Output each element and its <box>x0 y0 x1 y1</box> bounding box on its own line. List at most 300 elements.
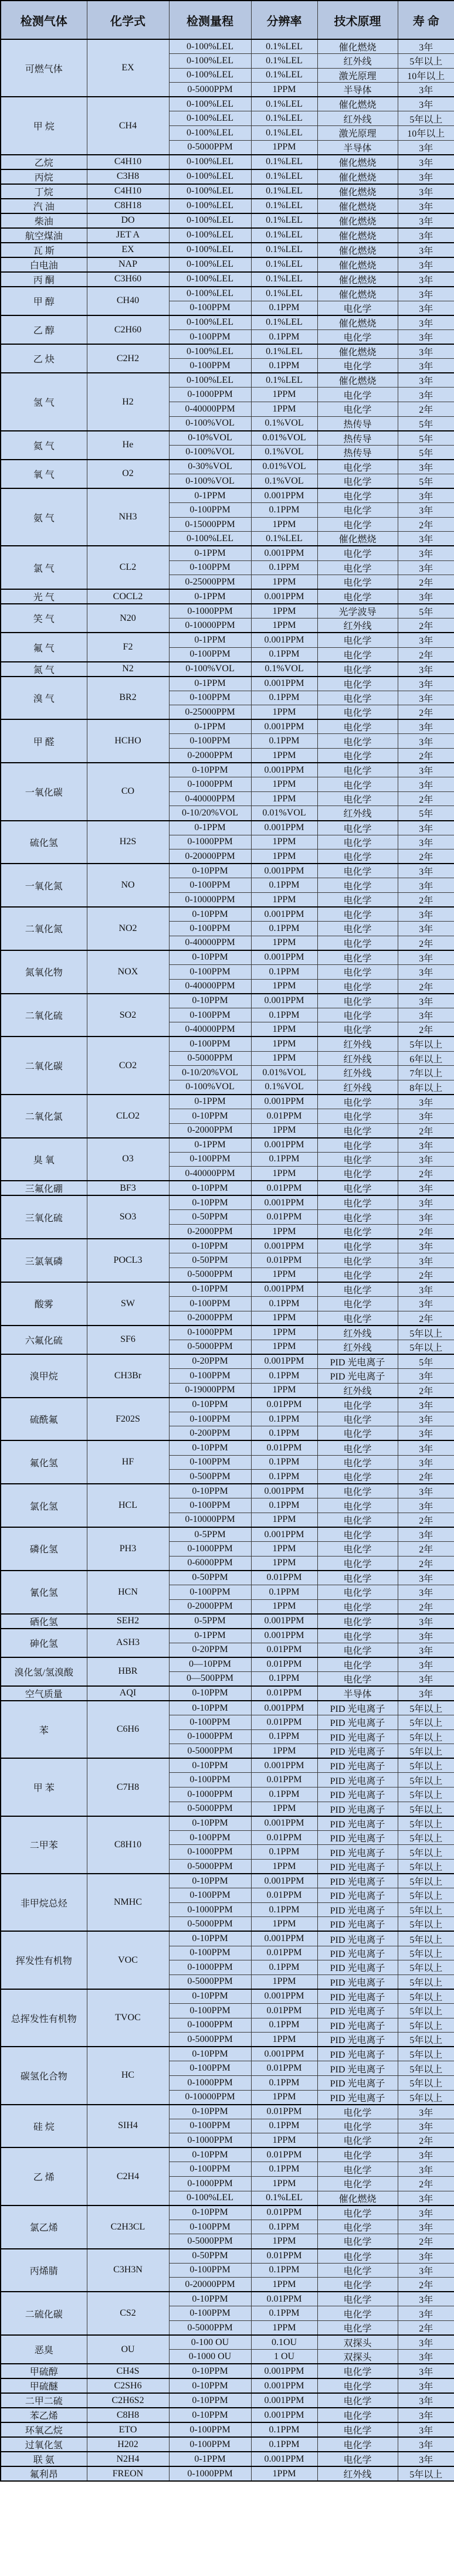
principle-cell: 半导体 <box>317 83 398 97</box>
life-cell: 3年 <box>398 287 454 301</box>
formula-cell: DO <box>87 213 169 228</box>
resolution-cell: 1PPM <box>251 2177 317 2191</box>
range-cell: 0-25000PPM <box>169 705 251 720</box>
table-row <box>1 604 454 618</box>
range-cell: 0-40000PPM <box>169 402 251 417</box>
gas-name-cell: 光 气 <box>1 589 87 604</box>
life-cell: 3年 <box>398 1282 454 1297</box>
principle-cell: PID 光电离子 <box>317 1802 398 1816</box>
resolution-cell: 1PPM <box>251 1267 317 1282</box>
table-header-row <box>1 1 454 39</box>
principle-cell: 红外线 <box>317 1326 398 1340</box>
range-cell: 0-1PPM <box>169 1138 251 1153</box>
life-cell: 3年 <box>398 1412 454 1426</box>
life-cell: 2年 <box>398 936 454 950</box>
life-cell: 3年 <box>398 2249 454 2264</box>
resolution-cell: 1PPM <box>251 1340 317 1354</box>
range-cell: 0-40000PPM <box>169 979 251 994</box>
principle-cell: PID 光电离子 <box>317 1354 398 1369</box>
gas-name-cell: 一氧化碳 <box>1 763 87 820</box>
range-cell: 0-100%LEL <box>169 126 251 141</box>
life-cell: 3年 <box>398 1527 454 1542</box>
range-cell: 0-100PPM <box>169 301 251 315</box>
header-col-formula: 化学式 <box>87 1 169 39</box>
resolution-cell: 0.1%LEL <box>251 68 317 83</box>
gas-name-cell: 环氧乙烷 <box>1 2422 87 2437</box>
table-row <box>1 763 454 777</box>
resolution-cell: 0.01PPM <box>251 1398 317 1412</box>
header-col-resolution: 分辨率 <box>251 1 317 39</box>
formula-cell: FREON <box>87 2466 169 2481</box>
range-cell: 0-19000PPM <box>169 1383 251 1398</box>
resolution-cell: 0.1PPM <box>251 964 317 979</box>
range-cell: 0-1PPM <box>169 677 251 691</box>
range-cell: 0-100PPM <box>169 734 251 749</box>
formula-cell: COCL2 <box>87 589 169 604</box>
resolution-cell: 0.01%VOL <box>251 431 317 446</box>
life-cell: 3年 <box>398 257 454 272</box>
formula-cell: C2H60 <box>87 315 169 344</box>
gas-name-cell: 联 氨 <box>1 2452 87 2466</box>
life-cell: 3年 <box>398 1614 454 1629</box>
gas-name-cell: 二甲苯 <box>1 1816 87 1874</box>
table-row <box>1 1282 454 1297</box>
life-cell: 3年 <box>398 560 454 575</box>
range-cell: 0-40000PPM <box>169 1022 251 1037</box>
principle-cell: PID 光电离子 <box>317 1931 398 1946</box>
principle-cell: 电化学 <box>317 1095 398 1109</box>
table-row <box>1 2466 454 2481</box>
principle-cell: 电化学 <box>317 936 398 950</box>
range-cell: 0-100PPM <box>169 1008 251 1022</box>
resolution-cell: 1PPM <box>251 1513 317 1527</box>
principle-cell: 电化学 <box>317 2162 398 2177</box>
range-cell: 0-10PPM <box>169 763 251 777</box>
range-cell: 0—500PPM <box>169 1671 251 1686</box>
life-cell: 2年 <box>398 1022 454 1037</box>
resolution-cell: 0.001PPM <box>251 763 317 777</box>
resolution-cell: 0.1PPM <box>251 647 317 662</box>
principle-cell: 电化学 <box>317 503 398 518</box>
range-cell: 0-50PPM <box>169 1210 251 1225</box>
range-cell: 0-5000PPM <box>169 1744 251 1759</box>
life-cell: 3年 <box>398 1571 454 1585</box>
principle-cell: 电化学 <box>317 705 398 720</box>
principle-cell: 电化学 <box>317 1008 398 1022</box>
table-row <box>1 1527 454 1542</box>
life-cell: 3年 <box>398 1585 454 1599</box>
principle-cell: 电化学 <box>317 979 398 994</box>
principle-cell: 红外线 <box>317 111 398 126</box>
life-cell: 2年 <box>398 2177 454 2191</box>
life-cell: 3年 <box>398 2292 454 2306</box>
principle-cell: PID 光电离子 <box>317 1787 398 1802</box>
gas-name-cell: 可燃气体 <box>1 39 87 97</box>
resolution-cell: 0.1PPM <box>251 878 317 893</box>
life-cell: 3年 <box>398 243 454 257</box>
resolution-cell: 1PPM <box>251 1542 317 1557</box>
principle-cell: 电化学 <box>317 301 398 315</box>
formula-cell: C8H10 <box>87 1816 169 1874</box>
life-cell: 5年以上 <box>398 2466 454 2481</box>
principle-cell: 电化学 <box>317 1181 398 1195</box>
formula-cell: C2H2 <box>87 344 169 373</box>
table-row <box>1 546 454 560</box>
life-cell: 5年以上 <box>398 1715 454 1730</box>
formula-cell: AQI <box>87 1686 169 1701</box>
formula-cell: SO3 <box>87 1195 169 1239</box>
life-cell: 2年 <box>398 1123 454 1138</box>
life-cell: 2年 <box>398 849 454 864</box>
gas-name-cell: 甲 苯 <box>1 1758 87 1816</box>
principle-cell: 电化学 <box>317 647 398 662</box>
resolution-cell: 1PPM <box>251 1036 317 1051</box>
life-cell: 5年以上 <box>398 2090 454 2105</box>
range-cell: 0-10PPM <box>169 1701 251 1715</box>
life-cell: 5年以上 <box>398 2061 454 2076</box>
resolution-cell: 0.001PPM <box>251 1989 317 2004</box>
life-cell: 2年 <box>398 1542 454 1557</box>
life-cell: 3年 <box>398 272 454 287</box>
life-cell: 3年 <box>398 734 454 749</box>
life-cell: 5年 <box>398 416 454 431</box>
life-cell: 2年 <box>398 1383 454 1398</box>
resolution-cell: 0.001PPM <box>251 994 317 1008</box>
range-cell: 0-20000PPM <box>169 2278 251 2292</box>
life-cell: 3年 <box>398 719 454 734</box>
life-cell: 3年 <box>398 763 454 777</box>
range-cell: 0-30%VOL <box>169 460 251 474</box>
table-row <box>1 184 454 199</box>
life-cell: 3年 <box>398 228 454 243</box>
principle-cell: PID 光电离子 <box>317 2090 398 2105</box>
resolution-cell: 0.1PPM <box>251 1152 317 1167</box>
table-row <box>1 864 454 878</box>
range-cell: 0-10PPM <box>169 1686 251 1701</box>
resolution-cell: 1PPM <box>251 604 317 618</box>
life-cell: 3年 <box>398 633 454 647</box>
life-cell: 3年 <box>398 169 454 184</box>
table-row <box>1 257 454 272</box>
principle-cell: 电化学 <box>317 1239 398 1253</box>
life-cell: 3年 <box>398 2437 454 2452</box>
range-cell: 0-25000PPM <box>169 575 251 590</box>
gas-name-cell: 笑 气 <box>1 604 87 633</box>
range-cell: 0-1PPM <box>169 546 251 560</box>
range-cell: 0-2000PPM <box>169 1311 251 1326</box>
resolution-cell: 0.1%LEL <box>251 2191 317 2205</box>
principle-cell: 电化学 <box>317 2452 398 2466</box>
principle-cell: 催化燃烧 <box>317 169 398 184</box>
table-row <box>1 431 454 446</box>
principle-cell: 电化学 <box>317 1297 398 1311</box>
range-cell: 0-5000PPM <box>169 140 251 155</box>
range-cell: 0-10PPM <box>169 1758 251 1773</box>
resolution-cell: 1PPM <box>251 1051 317 1066</box>
range-cell: 0-10PPM <box>169 1989 251 2004</box>
life-cell: 3年 <box>398 2364 454 2378</box>
principle-cell: 电化学 <box>317 1109 398 1123</box>
principle-cell: PID 光电离子 <box>317 1773 398 1787</box>
formula-cell: CO2 <box>87 1036 169 1094</box>
resolution-cell: 0.1PPM <box>251 734 317 749</box>
table-row <box>1 460 454 474</box>
life-cell: 3年 <box>398 1398 454 1412</box>
range-cell: 0-1000PPM <box>169 1845 251 1860</box>
table-row <box>1 1686 454 1701</box>
principle-cell: 电化学 <box>317 2177 398 2191</box>
formula-cell: C6H6 <box>87 1701 169 1758</box>
principle-cell: 电化学 <box>317 1671 398 1686</box>
resolution-cell: 0.1PPM <box>251 1455 317 1470</box>
range-cell: 0-100%LEL <box>169 111 251 126</box>
formula-cell: He <box>87 431 169 460</box>
table-row <box>1 1657 454 1672</box>
range-cell: 0-100PPM <box>169 2220 251 2234</box>
principle-cell: PID 光电离子 <box>317 1758 398 1773</box>
principle-cell: 电化学 <box>317 474 398 488</box>
life-cell: 3年 <box>398 1095 454 1109</box>
range-cell: 0-10/20%VOL <box>169 1066 251 1080</box>
formula-cell: NAP <box>87 257 169 272</box>
resolution-cell: 1PPM <box>251 388 317 402</box>
gas-name-cell: 非甲烷总烃 <box>1 1874 87 1931</box>
table-row <box>1 2249 454 2264</box>
table-row <box>1 228 454 243</box>
principle-cell: 催化燃烧 <box>317 39 398 54</box>
gas-name-cell: 砷化氢 <box>1 1629 87 1657</box>
range-cell: 0-100PPM <box>169 560 251 575</box>
resolution-cell: 0.1%LEL <box>251 184 317 199</box>
range-cell: 0-1000 OU <box>169 2350 251 2364</box>
formula-cell: C3H60 <box>87 272 169 287</box>
range-cell: 0-100PPM <box>169 647 251 662</box>
gas-name-cell: 航空煤油 <box>1 228 87 243</box>
life-cell: 2年 <box>398 2234 454 2249</box>
life-cell: 2年 <box>398 749 454 763</box>
range-cell: 0-100%VOL <box>169 474 251 488</box>
range-cell: 0-40000PPM <box>169 1167 251 1181</box>
life-cell: 3年 <box>398 2162 454 2177</box>
resolution-cell: 0.1PPM <box>251 2422 317 2437</box>
formula-cell: HF <box>87 1440 169 1484</box>
range-cell: 0-10PPM <box>169 950 251 965</box>
table-row <box>1 243 454 257</box>
formula-cell: C8H18 <box>87 199 169 213</box>
formula-cell: SIH4 <box>87 2105 169 2148</box>
gas-name-cell: 硫化氢 <box>1 821 87 864</box>
resolution-cell: 0.001PPM <box>251 1629 317 1643</box>
formula-cell: HBR <box>87 1657 169 1686</box>
range-cell: 0-5000PPM <box>169 83 251 97</box>
formula-cell: EX <box>87 243 169 257</box>
gas-name-cell: 氯乙烯 <box>1 2205 87 2249</box>
table-row <box>1 213 454 228</box>
life-cell: 5年以上 <box>398 1917 454 1932</box>
life-cell: 10年以上 <box>398 68 454 83</box>
resolution-cell: 0.1PPM <box>251 1845 317 1860</box>
principle-cell: 电化学 <box>317 1643 398 1657</box>
range-cell: 0-10PPM <box>169 1816 251 1831</box>
gas-name-cell: 空气质量 <box>1 1686 87 1701</box>
gas-name-cell: 氟化氢 <box>1 1440 87 1484</box>
resolution-cell: 0.01PPM <box>251 1440 317 1455</box>
gas-name-cell: 汽 油 <box>1 199 87 213</box>
gas-name-cell: 硫酰氟 <box>1 1398 87 1441</box>
principle-cell: 催化燃烧 <box>317 199 398 213</box>
principle-cell: 电化学 <box>317 734 398 749</box>
gas-name-cell: 二硫化碳 <box>1 2292 87 2335</box>
life-cell: 5年以上 <box>398 1931 454 1946</box>
principle-cell: 催化燃烧 <box>317 2191 398 2205</box>
life-cell: 3年 <box>398 184 454 199</box>
table-row <box>1 1195 454 1210</box>
life-cell: 5年以上 <box>398 2003 454 2018</box>
resolution-cell: 0.1OU <box>251 2335 317 2350</box>
principle-cell: 电化学 <box>317 2408 398 2422</box>
principle-cell: 催化燃烧 <box>317 228 398 243</box>
life-cell: 5年以上 <box>398 1036 454 1051</box>
range-cell: 0-100%LEL <box>169 532 251 546</box>
life-cell: 3年 <box>398 922 454 936</box>
life-cell: 3年 <box>398 589 454 604</box>
gas-name-cell: 丙烯腈 <box>1 2249 87 2292</box>
range-cell: 0-5000PPM <box>169 1267 251 1282</box>
resolution-cell: 0.001PPM <box>251 1701 317 1715</box>
life-cell: 2年 <box>398 517 454 532</box>
resolution-cell: 0.1PPM <box>251 1008 317 1022</box>
range-cell: 0-1000PPM <box>169 835 251 849</box>
resolution-cell: 0.01PPM <box>251 1657 317 1672</box>
resolution-cell: 1PPM <box>251 893 317 908</box>
range-cell: 0-100%LEL <box>169 169 251 184</box>
resolution-cell: 0.01PPM <box>251 1946 317 1960</box>
gas-name-cell: 甲硫醚 <box>1 2378 87 2393</box>
range-cell: 0-15000PPM <box>169 517 251 532</box>
resolution-cell: 0.1%LEL <box>251 257 317 272</box>
range-cell: 0-1000PPM <box>169 1787 251 1802</box>
gas-name-cell: 过氧化氢 <box>1 2437 87 2452</box>
principle-cell: 电化学 <box>317 2378 398 2393</box>
range-cell: 0-1000PPM <box>169 1902 251 1917</box>
range-cell: 0-100%LEL <box>169 213 251 228</box>
gas-name-cell: 白电油 <box>1 257 87 272</box>
range-cell: 0-10PPM <box>169 2105 251 2119</box>
principle-cell: 半导体 <box>317 140 398 155</box>
life-cell: 2年 <box>398 979 454 994</box>
principle-cell: 电化学 <box>317 964 398 979</box>
resolution-cell: 0.1%VOL <box>251 445 317 460</box>
table-row <box>1 287 454 301</box>
life-cell: 3年 <box>398 140 454 155</box>
table-row <box>1 1440 454 1455</box>
formula-cell: NH3 <box>87 488 169 546</box>
resolution-cell: 0.1%LEL <box>251 155 317 169</box>
range-cell: 0-5000PPM <box>169 2321 251 2336</box>
life-cell: 5年以上 <box>398 2075 454 2090</box>
life-cell: 5年以上 <box>398 1701 454 1715</box>
resolution-cell: 0.1%LEL <box>251 39 317 54</box>
table-row <box>1 907 454 922</box>
resolution-cell: 1PPM <box>251 575 317 590</box>
range-cell: 0-10PPM <box>169 1874 251 1888</box>
principle-cell: 电化学 <box>317 1253 398 1268</box>
principle-cell: 电化学 <box>317 2422 398 2437</box>
life-cell: 3年 <box>398 1008 454 1022</box>
formula-cell: F2 <box>87 633 169 661</box>
life-cell: 5年 <box>398 1354 454 1369</box>
range-cell: 0-5000PPM <box>169 2033 251 2047</box>
life-cell: 3年 <box>398 488 454 503</box>
principle-cell: 电化学 <box>317 864 398 878</box>
gas-name-cell: 溴甲烷 <box>1 1354 87 1398</box>
life-cell: 3年 <box>398 83 454 97</box>
life-cell: 5年以上 <box>398 1860 454 1874</box>
principle-cell: 电化学 <box>317 1123 398 1138</box>
table-row <box>1 344 454 359</box>
resolution-cell: 1PPM <box>251 835 317 849</box>
formula-cell: HC <box>87 2047 169 2104</box>
life-cell: 5年 <box>398 604 454 618</box>
resolution-cell: 1PPM <box>251 749 317 763</box>
principle-cell: PID 光电离子 <box>317 2075 398 2090</box>
range-cell: 0-1000PPM <box>169 2177 251 2191</box>
principle-cell: 电化学 <box>317 691 398 705</box>
life-cell: 2年 <box>398 705 454 720</box>
table-row <box>1 1571 454 1585</box>
principle-cell: 电化学 <box>317 1311 398 1326</box>
resolution-cell: 1PPM <box>251 83 317 97</box>
resolution-cell: 0.1PPM <box>251 2220 317 2234</box>
range-cell: 0-100 OU <box>169 2335 251 2350</box>
formula-cell: N2H4 <box>87 2452 169 2466</box>
formula-cell: C3H3N <box>87 2249 169 2292</box>
resolution-cell: 0.001PPM <box>251 821 317 835</box>
resolution-cell: 1PPM <box>251 1860 317 1874</box>
table-row <box>1 39 454 54</box>
resolution-cell: 1PPM <box>251 1225 317 1239</box>
principle-cell: 催化燃烧 <box>317 315 398 330</box>
formula-cell: HCL <box>87 1484 169 1527</box>
principle-cell: 电化学 <box>317 1455 398 1470</box>
life-cell: 5年以上 <box>398 1758 454 1773</box>
formula-cell: OU <box>87 2335 169 2364</box>
resolution-cell: 0.1PPM <box>251 1297 317 1311</box>
formula-cell: O3 <box>87 1138 169 1181</box>
range-cell: 0-100PPM <box>169 2003 251 2018</box>
life-cell: 5年 <box>398 806 454 821</box>
principle-cell: PID 光电离子 <box>317 1860 398 1874</box>
range-cell: 0—10PPM <box>169 1657 251 1672</box>
principle-cell: 电化学 <box>317 1614 398 1629</box>
resolution-cell: 0.1%LEL <box>251 169 317 184</box>
resolution-cell: 0.01%VOL <box>251 460 317 474</box>
principle-cell: PID 光电离子 <box>317 1874 398 1888</box>
principle-cell: PID 光电离子 <box>317 2033 398 2047</box>
resolution-cell: 0.1PPM <box>251 1960 317 1975</box>
principle-cell: 电化学 <box>317 2220 398 2234</box>
principle-cell: 电化学 <box>317 2105 398 2119</box>
formula-cell: POCL3 <box>87 1239 169 1282</box>
principle-cell: 电化学 <box>317 460 398 474</box>
range-cell: 0-100PPM <box>169 2437 251 2452</box>
principle-cell: 电化学 <box>317 330 398 345</box>
range-cell: 0-10000PPM <box>169 2090 251 2105</box>
life-cell: 3年 <box>398 2393 454 2408</box>
principle-cell: PID 光电离子 <box>317 1715 398 1730</box>
principle-cell: PID 光电离子 <box>317 2018 398 2033</box>
formula-cell: C2H6S2 <box>87 2393 169 2408</box>
